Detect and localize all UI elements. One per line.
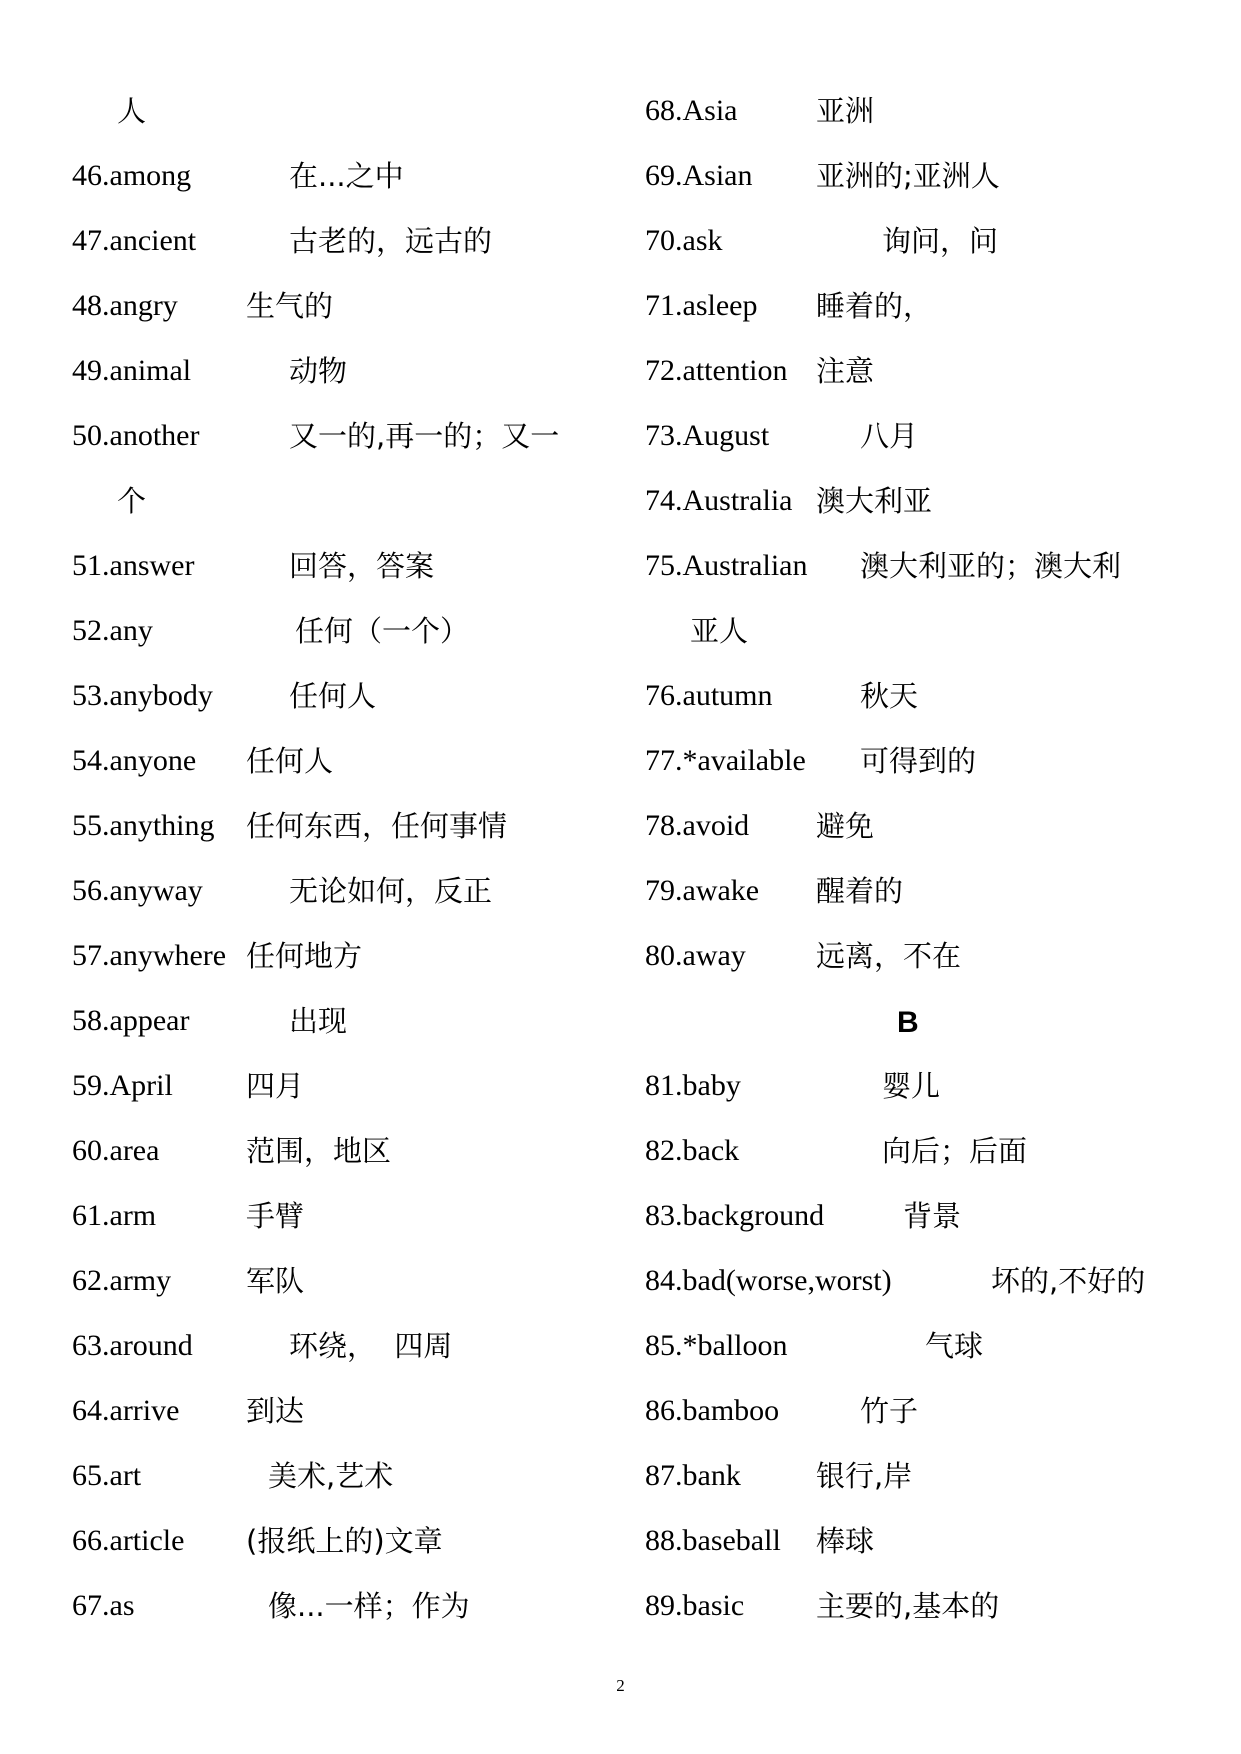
- entry-meaning: 澳大利亚: [816, 484, 933, 518]
- vocab-column-left: [72, 92, 612, 1652]
- vocab-entry: [72, 547, 612, 612]
- vocab-entry: [645, 1522, 1205, 1587]
- entry-meaning: 出现: [289, 1004, 348, 1038]
- entry-meaning: 任何人: [246, 744, 334, 778]
- vocab-entry: [72, 1262, 612, 1327]
- vocab-entry: [645, 1457, 1205, 1522]
- entry-word: 62.army: [72, 1264, 172, 1297]
- entry-word: 50.another: [72, 419, 200, 452]
- vocab-entry: [72, 1392, 612, 1457]
- entry-word: 60.area: [72, 1134, 160, 1167]
- entry-meaning: 古老的，远古的: [289, 224, 493, 258]
- vocab-entry: [645, 1392, 1205, 1457]
- entry-word: 88.baseball: [645, 1524, 781, 1557]
- vocab-entry: [72, 222, 612, 287]
- entry-meaning: 棒球: [816, 1524, 875, 1558]
- entry-word: 68.Asia: [645, 94, 738, 127]
- vocab-entry: [645, 1197, 1205, 1262]
- entry-word: 72.attention: [645, 354, 788, 387]
- vocab-entry: [645, 1132, 1205, 1197]
- vocab-entry: [72, 157, 612, 222]
- entry-meaning: 美术,艺术: [268, 1459, 394, 1493]
- entry-word: 58.appear: [72, 1004, 190, 1037]
- entry-word: 65.art: [72, 1459, 142, 1492]
- entry-meaning: (报纸上的)文章: [246, 1524, 443, 1558]
- vocab-entry: [645, 157, 1205, 222]
- entry-word: 47.ancient: [72, 224, 197, 257]
- vocab-entry: [72, 1197, 612, 1262]
- entry-meaning: 动物: [289, 354, 348, 388]
- entry-meaning: 远离，不在: [816, 939, 962, 973]
- entry-meaning: 可得到的: [860, 744, 977, 778]
- vocab-entry: [645, 937, 1205, 1002]
- entry-meaning: 任何（一个）: [295, 614, 470, 648]
- vocab-entry: [645, 1327, 1205, 1392]
- continuation-line: [72, 92, 612, 157]
- entry-word: 48.angry: [72, 289, 178, 322]
- entry-meaning: 到达: [246, 1394, 305, 1428]
- vocab-entry: [72, 872, 612, 937]
- entry-word: 86.bamboo: [645, 1394, 780, 1427]
- entry-meaning: 任何人: [289, 679, 377, 713]
- entry-meaning: 秋天: [860, 679, 919, 713]
- entry-word: 87.bank: [645, 1459, 741, 1492]
- continuation-line: [645, 612, 1205, 677]
- entry-word: 57.anywhere: [72, 939, 227, 972]
- vocab-entry: [645, 677, 1205, 742]
- entry-meaning: 亚洲的;亚洲人: [816, 159, 1000, 193]
- meaning-continuation: 个: [117, 484, 147, 518]
- vocab-entry: [645, 1067, 1205, 1132]
- entry-word: 74.Australia: [645, 484, 793, 517]
- entry-word: 79.awake: [645, 874, 760, 907]
- entry-word: 66.article: [72, 1524, 185, 1557]
- entry-word: 63.around: [72, 1329, 193, 1362]
- entry-word: 51.answer: [72, 549, 195, 582]
- entry-meaning: 手臂: [246, 1199, 305, 1233]
- entry-word: 55.anything: [72, 809, 215, 842]
- entry-word: 53.anybody: [72, 679, 213, 712]
- page-number: 2: [616, 1676, 625, 1695]
- entry-word: 81.baby: [645, 1069, 741, 1102]
- entry-meaning: 回答，答案: [289, 549, 435, 583]
- entry-word: 61.arm: [72, 1199, 157, 1232]
- vocab-entry: [72, 1132, 612, 1197]
- entry-meaning: 睡着的，: [816, 289, 933, 323]
- entry-word: 54.anyone: [72, 744, 197, 777]
- entry-word: 56.anyway: [72, 874, 203, 907]
- vocab-entry: [645, 287, 1205, 352]
- entry-meaning: 亚洲: [816, 94, 875, 128]
- entry-meaning: 银行,岸: [816, 1459, 913, 1493]
- entry-meaning: 又一的,再一的；又一: [289, 419, 560, 453]
- vocab-entry: [72, 417, 612, 482]
- entry-meaning: 背景: [903, 1199, 962, 1233]
- vocab-entry: [645, 1587, 1205, 1652]
- vocab-entry: [72, 742, 612, 807]
- entry-word: 82.back: [645, 1134, 740, 1167]
- entry-meaning: 范围，地区: [246, 1134, 392, 1168]
- entry-word: 83.background: [645, 1199, 825, 1232]
- vocab-entry: [645, 742, 1205, 807]
- section-heading: B: [897, 1006, 919, 1039]
- meaning-continuation: 人: [117, 94, 147, 128]
- vocab-column-right: [645, 92, 1205, 1652]
- vocab-entry: [72, 1587, 612, 1652]
- entry-word: 69.Asian: [645, 159, 753, 192]
- entry-meaning: 竹子: [860, 1394, 919, 1428]
- entry-word: 78.avoid: [645, 809, 750, 842]
- continuation-line: [72, 482, 612, 547]
- entry-meaning: 醒着的: [816, 874, 904, 908]
- entry-meaning: 主要的,基本的: [816, 1589, 1000, 1623]
- entry-meaning: 在...之中: [289, 159, 404, 193]
- entry-meaning: 生气的: [246, 289, 334, 323]
- entry-word: 71.asleep: [645, 289, 758, 322]
- vocab-entry: [645, 872, 1205, 937]
- vocab-entry: [72, 1522, 612, 1587]
- entry-meaning: 坏的,不好的: [991, 1264, 1146, 1298]
- entry-word: 67.as: [72, 1589, 135, 1622]
- vocab-entry: [72, 1002, 612, 1067]
- entry-meaning: 向后；后面: [882, 1134, 1028, 1168]
- entry-meaning: 环绕， 四周: [289, 1329, 453, 1363]
- vocab-entry: [72, 1457, 612, 1522]
- vocab-entry: [645, 1262, 1205, 1327]
- vocab-entry: [645, 352, 1205, 417]
- entry-word: 64.arrive: [72, 1394, 180, 1427]
- entry-meaning: 询问，问: [882, 224, 999, 258]
- vocab-entry: [645, 222, 1205, 287]
- entry-meaning: 婴儿: [882, 1069, 941, 1103]
- vocab-entry: [72, 1067, 612, 1132]
- entry-word: 77.*available: [645, 744, 806, 777]
- vocab-entry: [645, 547, 1205, 612]
- entry-word: 73.August: [645, 419, 770, 452]
- entry-word: 85.*balloon: [645, 1329, 788, 1362]
- entry-word: 70.ask: [645, 224, 723, 257]
- entry-word: 59.April: [72, 1069, 173, 1102]
- section-heading-line: [645, 1002, 1205, 1067]
- entry-meaning: 军队: [246, 1264, 305, 1298]
- entry-meaning: 四月: [246, 1069, 305, 1103]
- vocab-entry: [72, 352, 612, 417]
- entry-word: 76.autumn: [645, 679, 773, 712]
- entry-word: 80.away: [645, 939, 746, 972]
- entry-meaning: 气球: [925, 1329, 984, 1363]
- vocab-entry: [645, 482, 1205, 547]
- entry-word: 52.any: [72, 614, 153, 647]
- entry-meaning: 无论如何，反正: [289, 874, 493, 908]
- entry-word: 75.Australian: [645, 549, 808, 582]
- entry-word: 89.basic: [645, 1589, 745, 1622]
- vocab-entry: [72, 677, 612, 742]
- vocab-entry: [645, 92, 1205, 157]
- entry-word: 84.bad(worse,worst): [645, 1264, 892, 1297]
- entry-meaning: 任何地方: [246, 939, 363, 973]
- entry-meaning: 避免: [816, 809, 875, 843]
- vocab-entry: [645, 807, 1205, 872]
- entry-word: 46.among: [72, 159, 192, 192]
- entry-meaning: 任何东西，任何事情: [246, 809, 508, 843]
- entry-word: 49.animal: [72, 354, 192, 387]
- entry-meaning: 注意: [816, 354, 875, 388]
- vocab-entry: [72, 1327, 612, 1392]
- entry-meaning: 八月: [860, 419, 919, 453]
- vocab-entry: [645, 417, 1205, 482]
- meaning-continuation: 亚人: [690, 614, 749, 648]
- entry-meaning: 澳大利亚的；澳大利: [860, 549, 1122, 583]
- vocab-entry: [72, 612, 612, 677]
- vocab-entry: [72, 937, 612, 1002]
- entry-meaning: 像...一样；作为: [268, 1589, 470, 1623]
- vocab-entry: [72, 807, 612, 872]
- vocab-entry: [72, 287, 612, 352]
